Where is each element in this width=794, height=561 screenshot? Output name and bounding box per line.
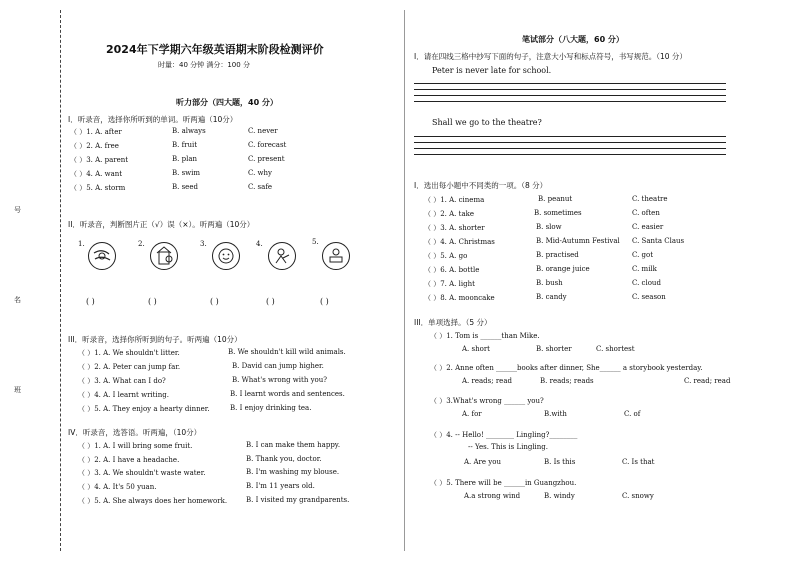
answer-paren-4[interactable]: ( ) xyxy=(266,297,275,306)
r-s2-row-1-b: B. peanut xyxy=(538,195,573,203)
l-s1-row-3-c: C. present xyxy=(248,155,285,163)
l-section3-heading: III．听录音，选择你所听到的句子。听两遍（10分） xyxy=(68,335,242,344)
r-s2-row-5-a: （ ）5. A. go xyxy=(424,252,468,260)
l-s1-row-1-b: B. always xyxy=(172,127,206,135)
l-section1-heading: I．听录音，选择你所听到的单词。听两遍（10分） xyxy=(68,115,238,124)
binding-line xyxy=(60,10,61,551)
l-s4-row-1-b: B. I can make them happy. xyxy=(246,441,341,449)
mc-q2-opt-a: A. reads; read xyxy=(462,377,512,385)
r-s2-row-6-c: C. milk xyxy=(632,265,657,273)
house-picture-icon xyxy=(150,242,178,270)
l-s4-row-5-a: （ ）5. A. She always does her homework. xyxy=(78,497,228,505)
l-s1-row-3-b: B. plan xyxy=(172,155,197,163)
pic-num-5: 5. xyxy=(312,238,319,246)
l-section2-heading: II．听录音，判断图片正（√）误（×）。听两遍（10分） xyxy=(68,220,255,229)
pic-num-2: 2. xyxy=(138,240,145,248)
r-s2-row-3-b: B. slow xyxy=(536,223,562,231)
side-label-2: 名 xyxy=(14,296,21,304)
grid-line xyxy=(414,148,726,149)
mc-q4: （ ）4. -- Hello! ________ Lingling?________ xyxy=(430,431,578,439)
l-s3-row-3-b: B. What's wrong with you? xyxy=(232,376,327,384)
person-picture-icon xyxy=(268,242,296,270)
l-s1-row-5-b: B. seed xyxy=(172,183,198,191)
mc-q1-opt-a: A. short xyxy=(462,345,490,353)
grid-line xyxy=(414,95,726,96)
r-s2-row-4-b: B. Mid-Autumn Festival xyxy=(536,237,620,245)
mc-q1-opt-c: C. shortest xyxy=(596,345,635,353)
l-s1-row-5-a: （ ）5. A. storm xyxy=(70,184,126,192)
r-s2-row-2-c: C. often xyxy=(632,209,660,217)
side-label-1: 号 xyxy=(14,206,21,214)
answer-paren-5[interactable]: ( ) xyxy=(320,297,329,306)
r-s2-row-6-a: （ ）6. A. bottle xyxy=(424,266,480,274)
mc-q5-opt-b: B. windy xyxy=(544,492,575,500)
r-s2-row-8-a: （ ）8. A. mooncake xyxy=(424,294,495,302)
r-section2-heading: I．选出每小题中不同类的一项。（8 分） xyxy=(414,181,548,190)
mc-q4-opt-a: A. Are you xyxy=(464,458,501,466)
l-s1-row-2-a: （ ）2. A. free xyxy=(70,142,119,150)
l-s1-row-4-c: C. why xyxy=(248,169,273,177)
side-label-3: 班 xyxy=(14,386,21,394)
r-s2-row-6-b: B. orange juice xyxy=(536,265,590,273)
r-s2-row-7-b: B. bush xyxy=(536,279,563,287)
l-s1-row-1-c: C. never xyxy=(248,127,278,135)
l-s1-row-3-a: （ ）3. A. parent xyxy=(70,156,129,164)
answer-paren-1[interactable]: ( ) xyxy=(86,297,95,306)
l-s1-row-1-a: （ ）1. A. after xyxy=(70,128,122,136)
mc-q4-opt-c: C. Is that xyxy=(622,458,655,466)
r-s2-row-8-c: C. season xyxy=(632,293,666,301)
sun-picture-icon xyxy=(212,242,240,270)
listening-part-heading: 听力部分（四大题，40 分） xyxy=(176,98,278,107)
mc-q2: （ ）2. Anne often ______books after dinner, She______ a storybook yesterday. xyxy=(430,364,703,372)
r-s2-row-2-a: （ ）2. A. take xyxy=(424,210,475,218)
mc-q3-opt-a: A. for xyxy=(462,410,482,418)
l-s1-row-4-a: （ ）4. A. want xyxy=(70,170,123,178)
r-s2-row-7-a: （ ）7. A. light xyxy=(424,280,475,288)
mc-q1: （ ）1. Tom is ______than Mike. xyxy=(430,332,540,340)
mc-q3-opt-b: B.with xyxy=(544,410,567,418)
r-s2-row-2-b: B. sometimes xyxy=(534,209,582,217)
r-s2-row-5-b: B. practised xyxy=(536,251,579,259)
mc-q5-opt-c: C. snowy xyxy=(622,492,654,500)
candy-picture-icon xyxy=(88,242,116,270)
r-s2-row-1-c: C. theatre xyxy=(632,195,668,203)
pic-num-1: 1. xyxy=(78,240,85,248)
l-s4-row-4-a: （ ）4. A. It's 50 yuan. xyxy=(78,483,157,491)
copy-sentence-2: Shall we go to the theatre? xyxy=(432,118,542,127)
l-s1-row-2-c: C. forecast xyxy=(248,141,287,149)
mc-q3-opt-c: C. of xyxy=(624,410,641,418)
mc-q5-opt-a: A.a strong wind xyxy=(464,492,521,500)
l-s1-row-2-b: B. fruit xyxy=(172,141,198,149)
l-s3-row-1-a: （ ）1. A. We shouldn't litter. xyxy=(78,349,180,357)
l-s3-row-3-a: （ ）3. A. What can I do? xyxy=(78,377,166,385)
mc-q4-opt-b: B. Is this xyxy=(544,458,576,466)
r-s2-row-3-a: （ ）3. A. shorter xyxy=(424,224,485,232)
answer-paren-3[interactable]: ( ) xyxy=(210,297,219,306)
r-s2-row-4-a: （ ）4. A. Christmas xyxy=(424,238,495,246)
grid-line xyxy=(414,83,726,84)
l-s4-row-5-b: B. I visited my grandparents. xyxy=(246,496,350,504)
mc-q5: （ ）5. There will be ______in Guangzhou. xyxy=(430,479,577,487)
grid-line xyxy=(414,89,726,90)
l-s4-row-2-a: （ ）2. A. I have a headache. xyxy=(78,456,180,464)
mc-q4-line2: -- Yes. This is Lingling. xyxy=(468,443,549,451)
l-s3-row-5-a: （ ）5. A. They enjoy a hearty dinner. xyxy=(78,405,210,413)
r-s2-row-5-c: C. got xyxy=(632,251,654,259)
grid-line xyxy=(414,136,726,137)
r-section3-heading: III．单项选择。（5 分） xyxy=(414,318,492,327)
l-s3-row-2-b: B. David can jump higher. xyxy=(232,362,324,370)
l-s3-row-2-a: （ ）2. A. Peter can jump far. xyxy=(78,363,181,371)
page-title: 2024年下学期六年级英语期末阶段检测评价 xyxy=(106,43,324,56)
r-s2-row-7-c: C. cloud xyxy=(632,279,661,287)
grid-line xyxy=(414,154,726,155)
r-s2-row-1-a: （ ）1. A. cinema xyxy=(424,196,485,204)
grid-line xyxy=(414,101,726,102)
l-s4-row-2-b: B. Thank you, doctor. xyxy=(246,455,322,463)
exam-meta: 时量：40 分钟 满分：100 分 xyxy=(158,61,250,69)
l-s4-row-3-a: （ ）3. A. We shouldn't waste water. xyxy=(78,469,206,477)
l-s3-row-1-b: B. We shouldn't kill wild animals. xyxy=(228,348,346,356)
answer-paren-2[interactable]: ( ) xyxy=(148,297,157,306)
l-s4-row-1-a: （ ）1. A. I will bring some fruit. xyxy=(78,442,193,450)
l-section4-heading: IV．听录音，选答语。听两遍，（10分） xyxy=(68,428,202,437)
mc-q2-opt-b: B. reads; reads xyxy=(540,377,594,385)
l-s4-row-3-b: B. I'm washing my blouse. xyxy=(246,468,340,476)
mc-q3: （ ）3.What's wrong ______ you? xyxy=(430,397,544,405)
r-s2-row-8-b: B. candy xyxy=(536,293,567,301)
l-s1-row-4-b: B. swim xyxy=(172,169,201,177)
written-part-heading: 笔试部分（八大题，60 分） xyxy=(522,35,624,44)
r-s2-row-4-c: C. Santa Claus xyxy=(632,237,685,245)
pic-num-3: 3. xyxy=(200,240,207,248)
l-s3-row-4-a: （ ）4. A. I learnt writing. xyxy=(78,391,169,399)
l-s1-row-5-c: C. safe xyxy=(248,183,273,191)
copy-sentence-1: Peter is never late for school. xyxy=(432,66,552,75)
grid-line xyxy=(414,142,726,143)
binding-line-right xyxy=(404,10,405,551)
pic-num-4: 4. xyxy=(256,240,263,248)
reading-picture-icon xyxy=(322,242,350,270)
r-s2-row-3-c: C. easier xyxy=(632,223,664,231)
r-section1-heading: I．请在四线三格中抄写下面的句子，注意大小写和标点符号，书写规范。（10 分） xyxy=(414,52,687,61)
mc-q1-opt-b: B. shorter xyxy=(536,345,572,353)
l-s3-row-5-b: B. I enjoy drinking tea. xyxy=(230,404,312,412)
mc-q2-opt-c: C. read; read xyxy=(684,377,731,385)
l-s4-row-4-b: B. I'm 11 years old. xyxy=(246,482,315,490)
l-s3-row-4-b: B. I learnt words and sentences. xyxy=(230,390,345,398)
